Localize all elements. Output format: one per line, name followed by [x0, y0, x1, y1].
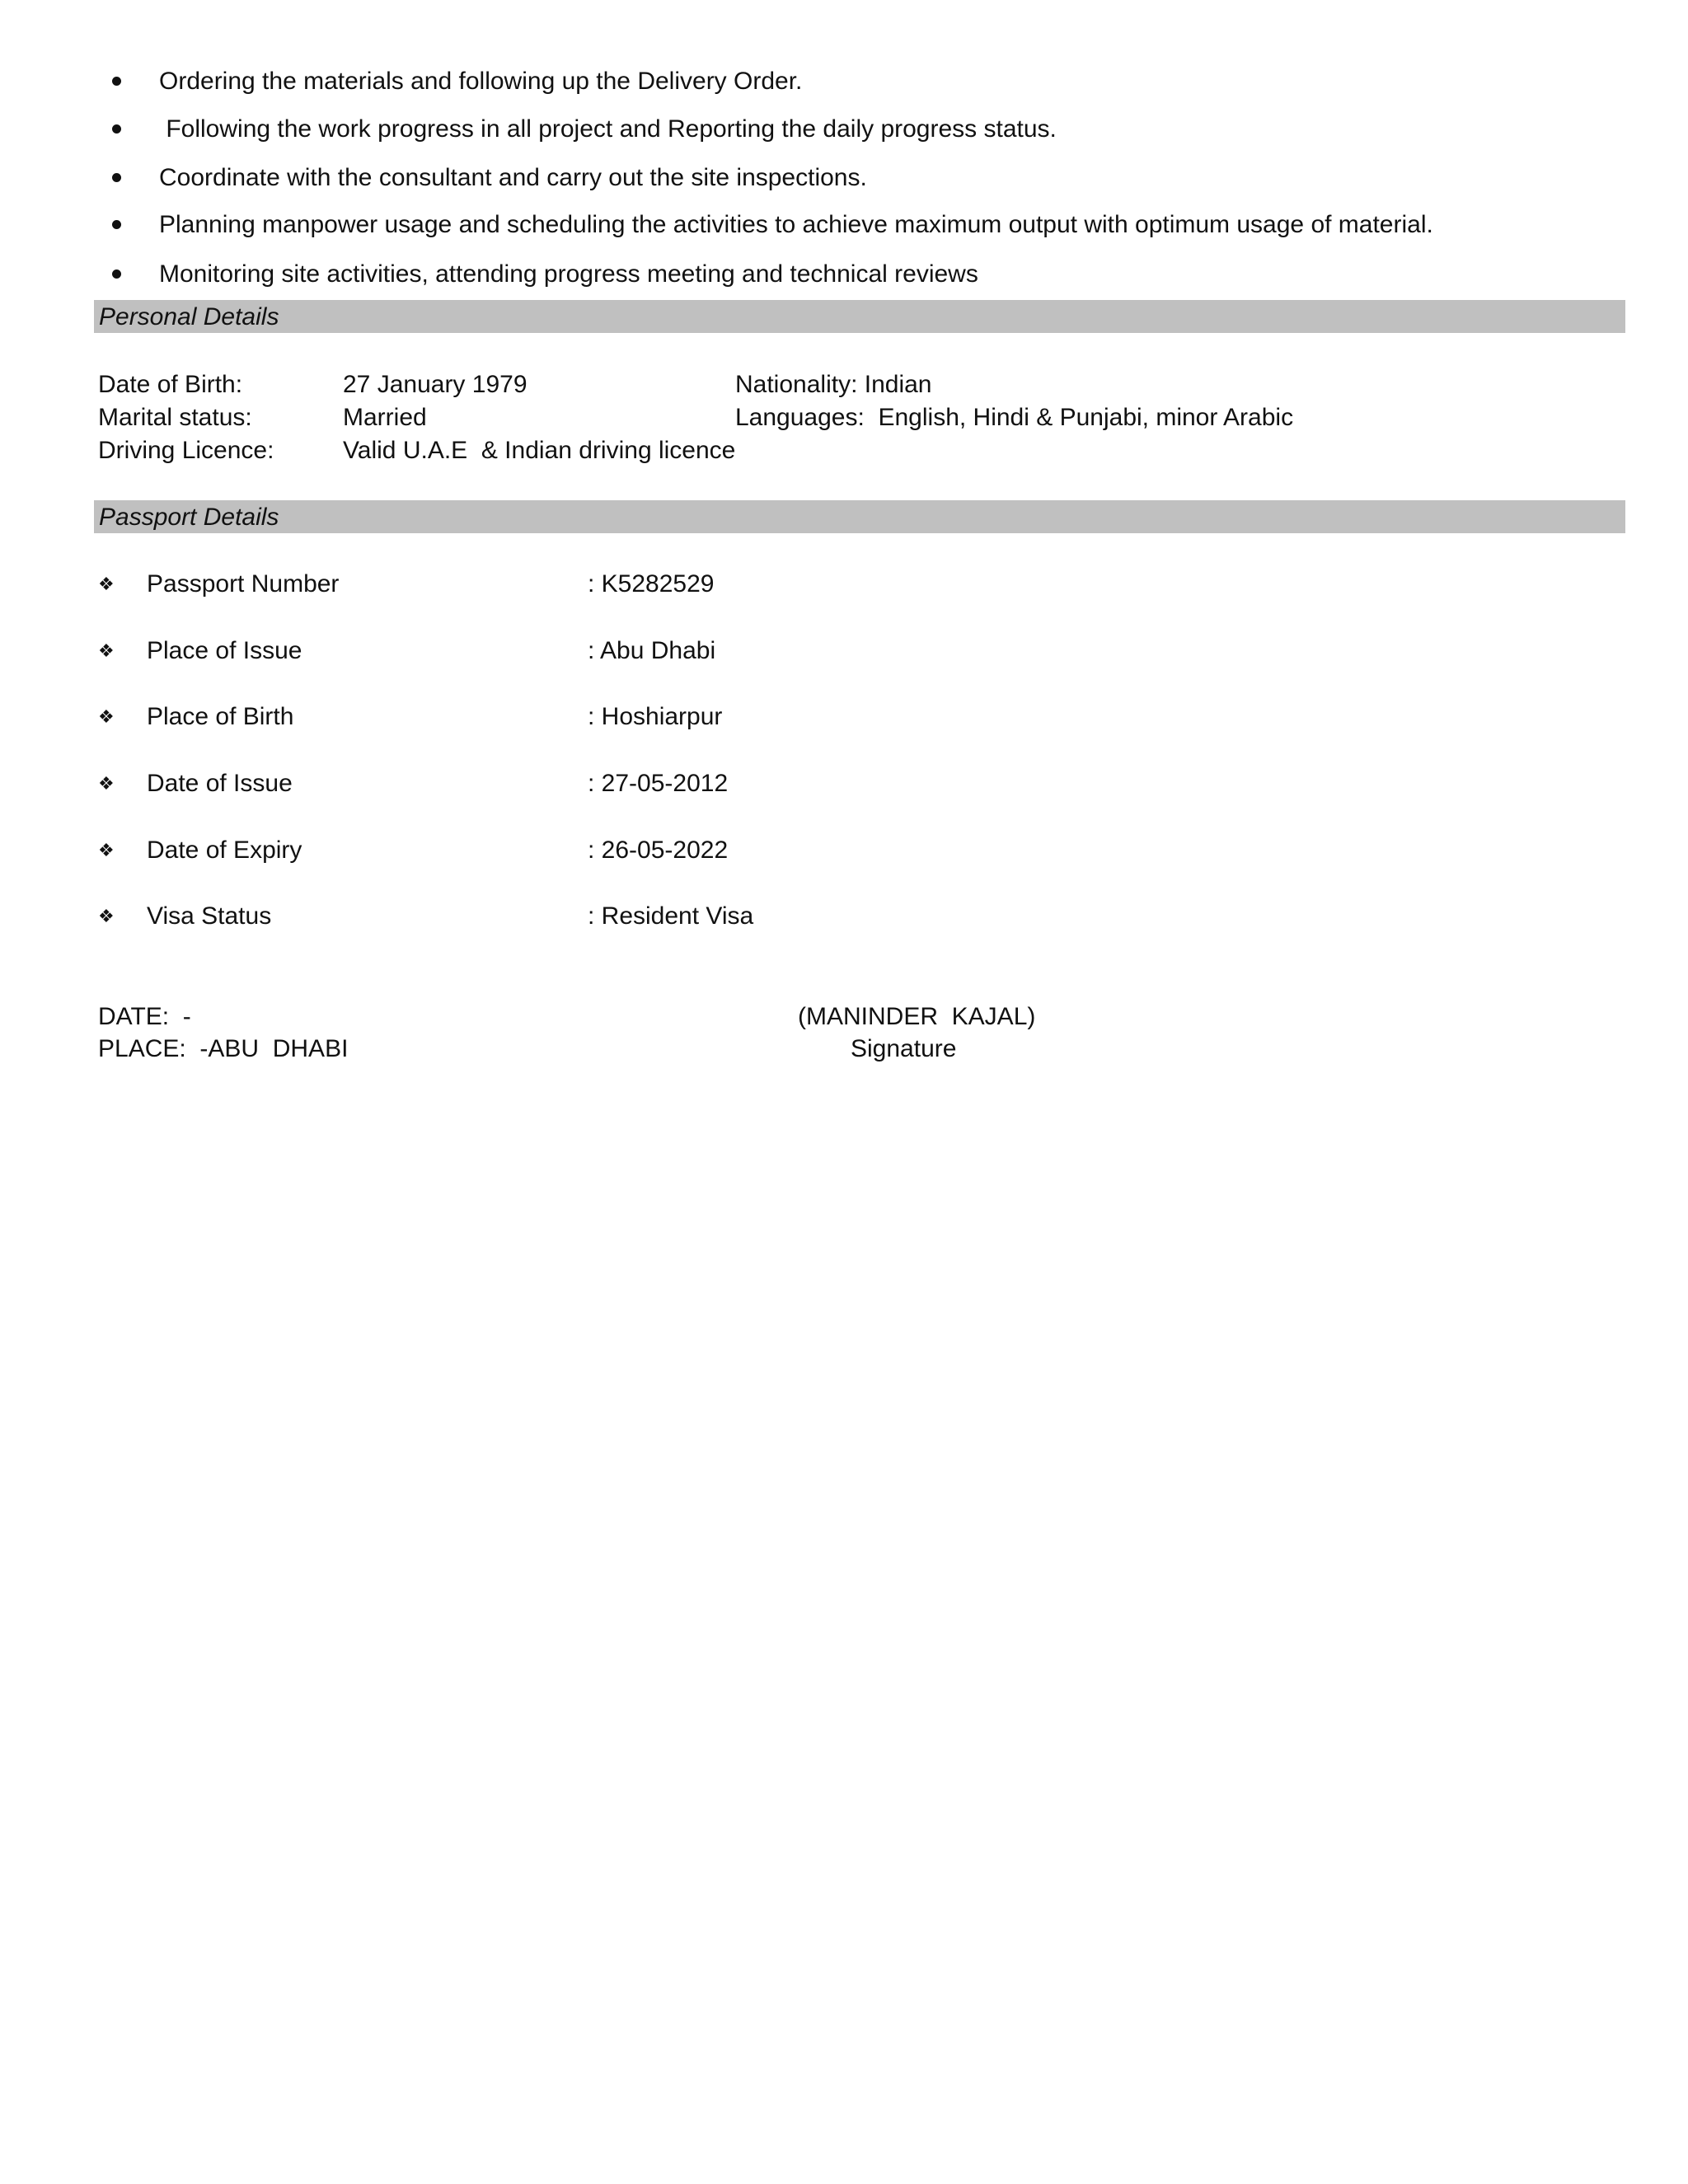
diamond-bullet-icon: ❖ [98, 706, 115, 727]
dob-value: 27 January 1979 [343, 371, 528, 398]
languages: Languages: English, Hindi & Punjabi, minor Arabic [735, 404, 1294, 431]
bullet-dot [112, 124, 121, 134]
responsibility-item: Planning manpower usage and scheduling the activities to achieve maximum output with optimum usage of material. [159, 211, 1433, 238]
date-line: DATE: - [98, 1003, 191, 1030]
responsibility-item: Monitoring site activities, attending progress meeting and technical reviews [159, 260, 978, 288]
bullet-dot [112, 269, 121, 279]
diamond-bullet-icon: ❖ [98, 640, 115, 661]
section-title: Personal Details [99, 303, 279, 330]
place-of-issue-value: : Abu Dhabi [588, 637, 716, 664]
bullet-dot [112, 220, 121, 229]
diamond-bullet-icon: ❖ [98, 574, 115, 594]
place-line: PLACE: -ABU DHABI [98, 1035, 349, 1062]
diamond-bullet-icon: ❖ [98, 840, 115, 860]
personal-details-header [94, 300, 1625, 333]
visa-status-value: : Resident Visa [588, 902, 754, 930]
passport-number-value: : K5282529 [588, 570, 715, 598]
diamond-bullet-icon: ❖ [98, 906, 115, 926]
bullet-dot [112, 77, 121, 86]
date-of-issue-value: : 27-05-2012 [588, 770, 729, 797]
responsibility-item: Ordering the materials and following up the Delivery Order. [159, 68, 803, 95]
marital-value: Married [343, 404, 427, 431]
place-of-birth-value: : Hoshiarpur [588, 703, 723, 730]
bullet-dot [112, 173, 121, 182]
responsibility-item: Following the work progress in all project and Reporting the daily progress status. [159, 115, 1057, 143]
diamond-bullet-icon: ❖ [98, 773, 115, 794]
licence-value: Valid U.A.E & Indian driving licence [343, 437, 736, 464]
place-of-issue-label: Place of Issue [147, 637, 302, 664]
visa-status-label: Visa Status [147, 902, 272, 930]
responsibility-item: Coordinate with the consultant and carry out the site inspections. [159, 164, 867, 191]
date-of-expiry-label: Date of Expiry [147, 837, 302, 864]
passport-number-label: Passport Number [147, 570, 340, 598]
place-of-birth-label: Place of Birth [147, 703, 294, 730]
date-of-issue-label: Date of Issue [147, 770, 293, 797]
section-title: Passport Details [99, 504, 279, 531]
signatory-name: (MANINDER KAJAL) [798, 1003, 1036, 1030]
licence-label: Driving Licence: [98, 437, 274, 464]
dob-label: Date of Birth: [98, 371, 243, 398]
signature-label: Signature [851, 1035, 957, 1062]
date-of-expiry-value: : 26-05-2022 [588, 837, 729, 864]
passport-details-header [94, 500, 1625, 533]
marital-label: Marital status: [98, 404, 252, 431]
nationality: Nationality: Indian [735, 371, 932, 398]
